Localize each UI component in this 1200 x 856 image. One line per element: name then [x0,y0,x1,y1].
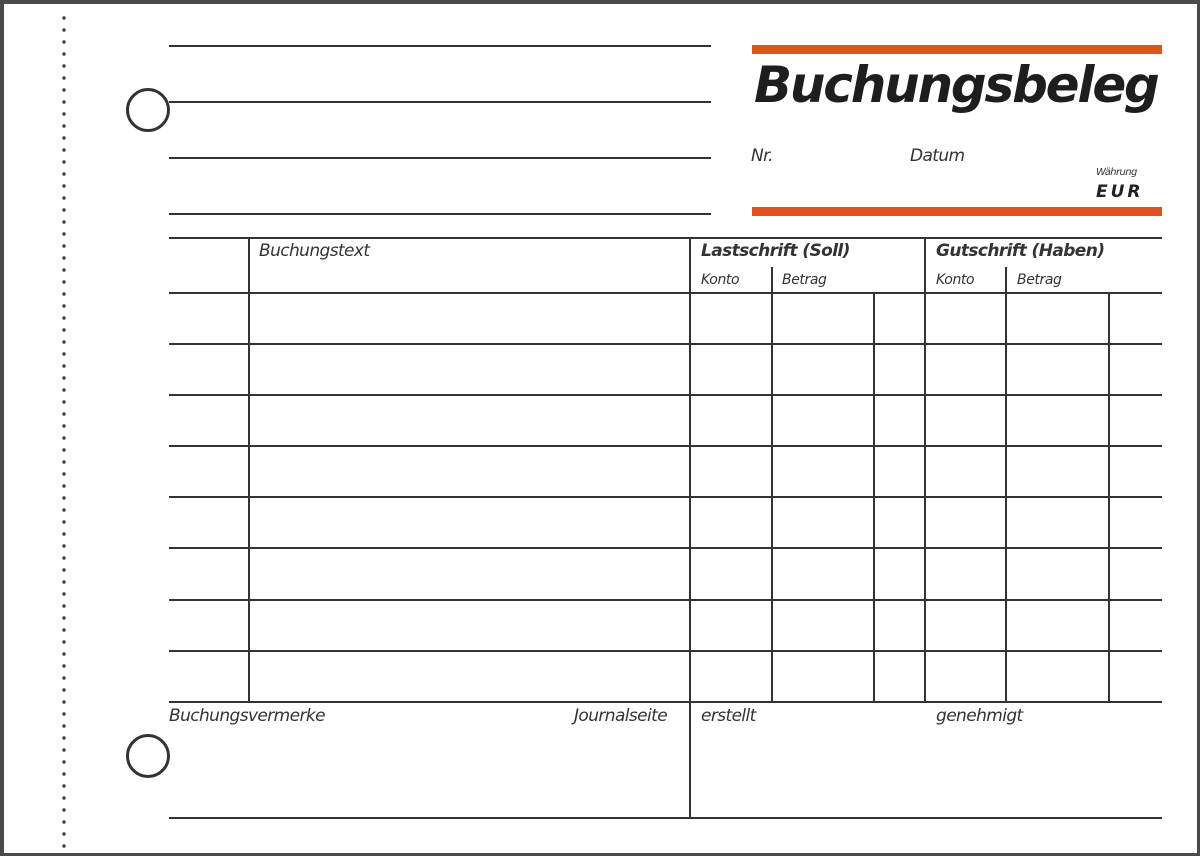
col-rule-debit-konto [771,267,773,702]
table-top-rule [169,237,1162,239]
currency-label: Währung [1096,167,1137,178]
table-row[interactable] [169,343,1162,345]
col-rule-credit-konto [1005,267,1007,702]
perforation-line [62,12,66,852]
credit-konto-label: Konto [936,272,975,288]
table-row[interactable] [169,496,1162,498]
debit-header: Lastschrift (Soll) [701,241,850,261]
table-bottom-rule [169,701,1162,703]
buchungstext-header: Buchungstext [259,241,370,261]
credit-betrag-label: Betrag [1017,272,1062,288]
nr-label: Nr. [751,146,773,166]
genehmigt-label: genehmigt [936,706,1023,726]
col-rule-credit-left [924,237,926,702]
table-row[interactable] [169,292,1162,294]
accent-bar-top [752,45,1162,54]
accent-bar-bottom [752,207,1162,216]
form-title: Buchungsbeleg [754,56,1158,114]
address-line-4[interactable] [169,213,711,215]
datum-label: Datum [910,146,965,166]
table-row[interactable] [169,445,1162,447]
credit-header: Gutschrift (Haben) [936,241,1105,261]
vermerke-label: Buchungsvermerke [169,706,325,726]
currency-value: EUR [1096,182,1144,202]
table-row[interactable] [169,599,1162,601]
address-line-3[interactable] [169,157,711,159]
journal-label: Journalseite [574,706,668,726]
address-line-1[interactable] [169,45,711,47]
col-rule-debit-left [689,237,691,819]
address-line-2[interactable] [169,101,711,103]
col-rule-text-left [248,237,250,702]
punch-hole-top [126,88,170,132]
debit-konto-label: Konto [701,272,740,288]
debit-betrag-label: Betrag [782,272,827,288]
erstellt-label: erstellt [701,706,756,726]
table-row[interactable] [169,650,1162,652]
footer-bottom-rule [169,817,1162,819]
table-row[interactable] [169,547,1162,549]
table-row[interactable] [169,394,1162,396]
punch-hole-bottom [126,734,170,778]
